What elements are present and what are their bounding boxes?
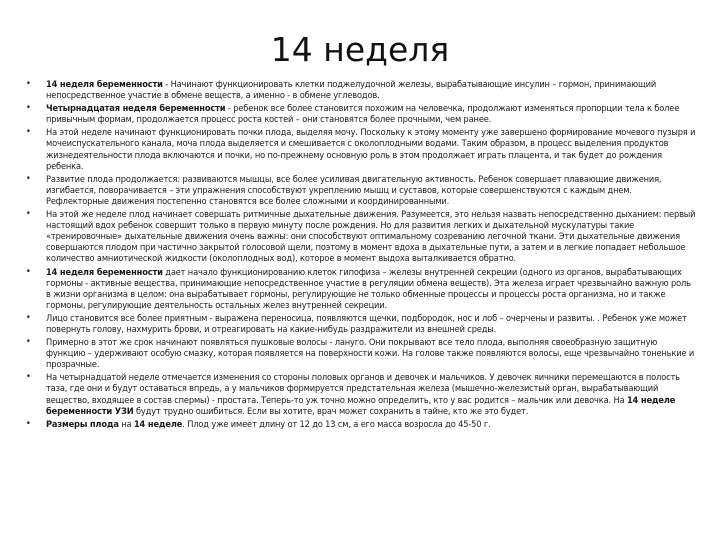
list-item <box>26 103 696 125</box>
item-text: Лицо становится все более приятным - выражена переносица, появляются щечки, подбородок, нос и лоб – очерчены и развиты. . Ребенок уже может повернуть голову, нахмурить брови, и отреагировать на какие-нибудь раздражители из внешней среды. <box>46 312 687 335</box>
item-text: - Начинают функционировать клетки поджелудочной железы, вырабатывающие инсулин – гормон, принимающий непосредственное участие в обмене веществ, а именно - в обмене углеводов. <box>46 79 657 102</box>
bold-lead: Четырнадцатая неделя беременности <box>46 103 226 115</box>
list-item <box>26 79 696 101</box>
bullet-icon: • <box>26 337 31 348</box>
bullet-icon: • <box>26 103 31 114</box>
bullet-icon: • <box>26 372 31 383</box>
bullet-icon: • <box>26 127 31 138</box>
bold-lead: Размеры плода <box>46 418 119 430</box>
item-text: - ребенок все более становится похожим на человечка, продолжают изменяться пропорции тела к более привычным формам, продолжается процесс роста костей – они становятся более прочными, чем ранее. <box>46 103 680 126</box>
bold-inline: 14 неделе <box>133 418 183 430</box>
list-item <box>26 267 696 311</box>
bullet-icon: • <box>26 173 31 184</box>
list-item <box>26 313 696 335</box>
bullet-icon: • <box>26 418 31 429</box>
bold-inline: 14 неделе беременности УЗИ <box>46 394 676 417</box>
item-text-tail: будут трудно ошибиться. Если вы хотите, врач может сохранить в тайне, кто же это будет. <box>133 405 529 417</box>
item-text: На этой неделе начинают функционировать почки плода, выделяя мочу. Поскольку к этому моменту уже завершено формирование мочевого пузыря и мочеиспускательного канала, моча плода выделяется и смешивается с околоплодными водами. Таким образом, в процесс выделения продуктов жизнедеятельности плода включаются и почки, но по-прежнему основную роль в этом продолжает играть плацента, и так будет до рождения ребенка. <box>46 127 696 172</box>
list-item <box>26 372 696 416</box>
list-item <box>26 174 696 207</box>
item-text-tail: . Плод уже имеет длину от 12 до 13 см, а его масса возросла до 45-50 г. <box>182 418 491 430</box>
item-text: На этой же неделе плод начинает совершать ритмичные дыхательные движения. Разумеется, это нельзя назвать непосредственно дыханием: первый настоящий вдох ребенок совершит только в первую минуту после рождения. Но для развития легких и дыхательной мускулатуры такие «тренировочные» дыхательные движения очень важны: они способствуют оптимальному созреванию легочной ткани. Эти дыхательные движения совершаются плодом при частично закрытой голосовой щели, поэтому в момент вдоха в дыхательные пути, а затем и в легкие попадает небольшое количество амниотической жидкости (околоплодных вод), которое в момент выдоха выталкивается обратно. <box>46 209 696 265</box>
bold-lead: 14 неделя беременности <box>46 266 163 278</box>
list-item <box>26 209 696 264</box>
bullet-list <box>26 79 696 432</box>
slide-title: 14 неделя <box>270 30 450 69</box>
bullet-icon: • <box>26 312 31 323</box>
list-item <box>26 337 696 370</box>
bullet-icon: • <box>26 209 31 220</box>
item-text: дает начало функционированию клеток гипофиза – железы внутренней секреции (одного из органов, вырабатывающих гормоны - активные вещества, принимающие непосредственное участие в регуляции обмена веществ). Эта железа играет чрезвычайно важную роль в жизни организма в целом: она вырабатывает гормоны, регулирующие не только обменные процессы и процессы роста организма, но и также гормоны, регулирующие деятельность остальных желез внутренней секреции. <box>46 266 691 311</box>
bold-lead: 14 неделя беременности <box>46 79 163 90</box>
bullet-icon: • <box>26 79 31 89</box>
item-text: На четырнадцатой неделе отмечается изменения со стороны половых органов и девочек и мальчиков. У девочек яичники перемещаются в полость таза, где они и будут оставаться впредь, а у мальчиков формируется предстательная железа (мышечно-железистый орган, вырабатывающий вещество, входящее в состав спермы) - простата. Теперь-то уж точно можно определить, кто у вас родится – мальчик или девочка. На <box>46 372 680 406</box>
list-item <box>26 127 696 171</box>
item-text: Развитие плода продолжается: развиваются мышцы, все более усиливая двигательную активность. Ребенок совершает плавающие движения, изгибается, поворачивается – эти упражнения способствуют укреплению мышц и суставов, которые совершенствуются с каждым днем. Рефлекторные движения постепенно становятся все более сложными и координированными. <box>46 173 662 207</box>
bullet-icon: • <box>26 266 31 277</box>
item-text: на <box>118 418 134 430</box>
list-item <box>26 419 696 430</box>
item-text: Примерно в этот же срок начинают появляться пушковые волосы - лануго. Они покрывают все тело плода, выполняя своеобразную защитную функцию – удерживают особую смазку, которая появляется на поверхности кожи. На голове также появляются волосы, еще чрезвычайно тоненькие и прозрачные. <box>46 337 695 371</box>
